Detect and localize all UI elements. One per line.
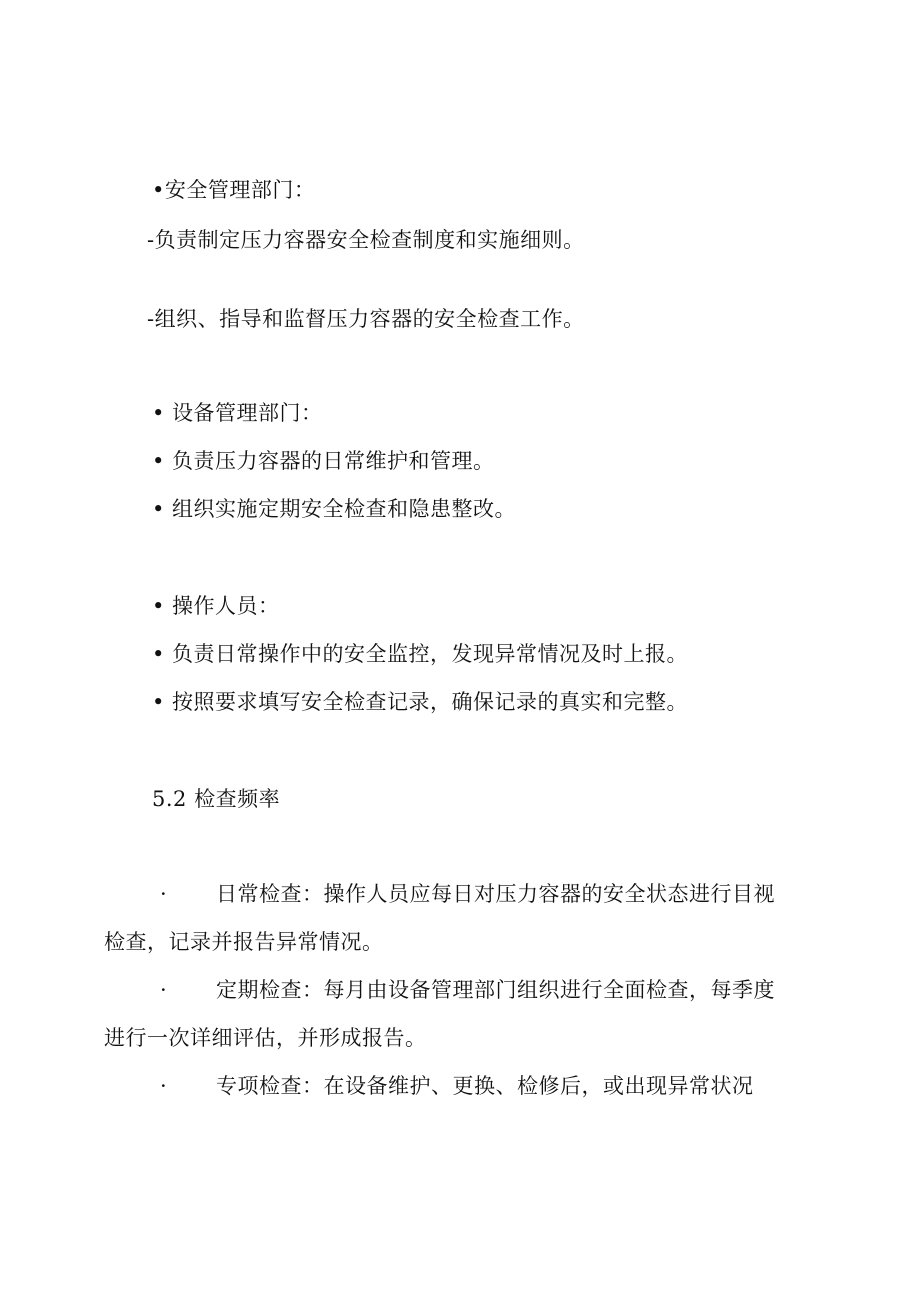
section-heading-frequency: 5.2 检查频率 xyxy=(152,787,281,811)
frequency-item-1-line-1: 日常检查：操作人员应每日对压力容器的安全状态进行目视 xyxy=(216,882,775,906)
frequency-bullet-1: · xyxy=(160,882,168,906)
frequency-item-2-line-1: 定期检查：每月由设备管理部门组织进行全面检查，每季度 xyxy=(216,978,775,1002)
equipment-dept-item-1: • 负责压力容器的日常维护和管理。 xyxy=(152,449,495,473)
operators-item-1: • 负责日常操作中的安全监控，发现异常情况及时上报。 xyxy=(152,642,689,666)
operators-heading: • 操作人员： xyxy=(152,594,280,618)
frequency-bullet-2: · xyxy=(160,978,168,1002)
frequency-bullet-3: · xyxy=(160,1074,168,1098)
frequency-item-3-line-1: 专项检查：在设备维护、更换、检修后，或出现异常状况 xyxy=(216,1074,754,1098)
safety-dept-heading: •安全管理部门： xyxy=(152,178,316,202)
safety-dept-item-2: -组织、指导和监督压力容器的安全检查工作。 xyxy=(147,307,585,331)
operators-item-2: • 按照要求填写安全检查记录，确保记录的真实和完整。 xyxy=(152,690,689,714)
frequency-item-2-line-2: 进行一次详细评估，并形成报告。 xyxy=(104,1026,427,1050)
safety-dept-item-1: -负责制定压力容器安全检查制度和实施细则。 xyxy=(147,228,585,252)
frequency-item-1-line-2: 检查，记录并报告异常情况。 xyxy=(104,930,384,954)
equipment-dept-item-2: • 组织实施定期安全检查和隐患整改。 xyxy=(152,497,517,521)
equipment-dept-heading: • 设备管理部门： xyxy=(152,401,323,425)
